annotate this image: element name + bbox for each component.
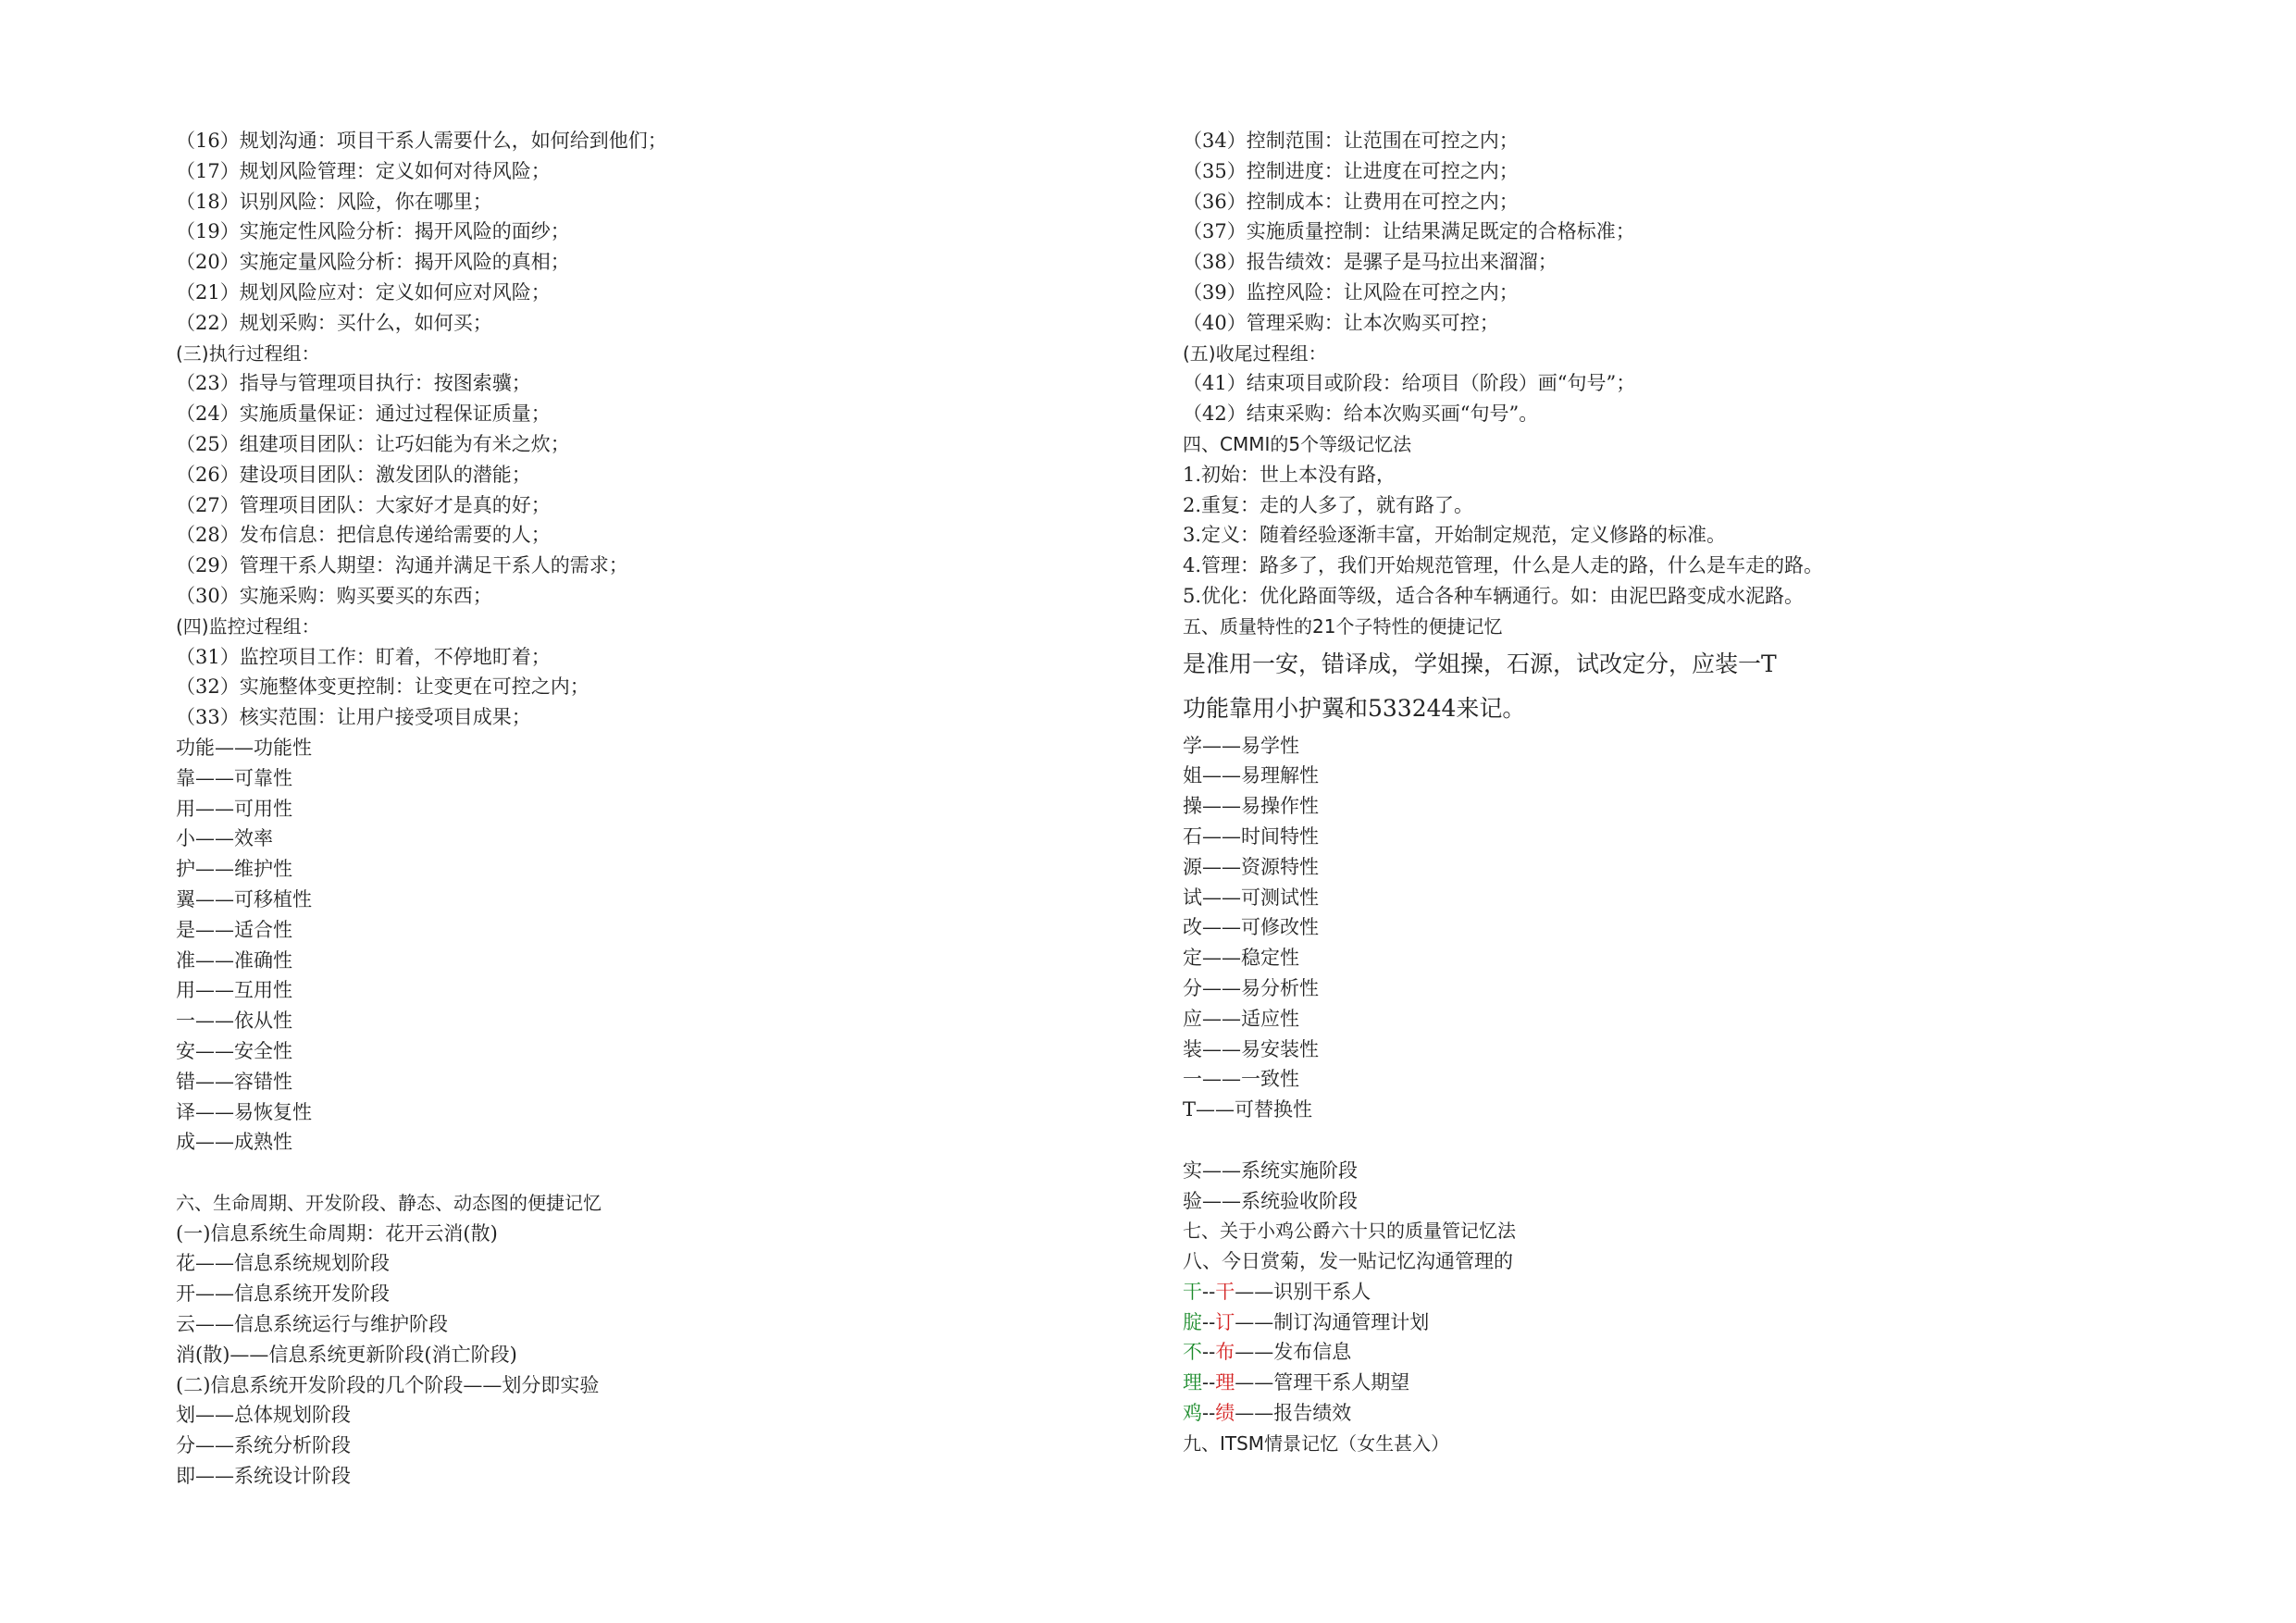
text-line: 5.优化：优化路面等级，适合各种车辆通行。如：由泥巴路变成水泥路。 — [1183, 584, 1805, 607]
text-line: （17）规划风险管理：定义如何对待风险； — [176, 159, 551, 182]
homophone-char: 理 — [1215, 1371, 1235, 1394]
text-line: 一——依从性 — [176, 1010, 292, 1033]
text-line: （18）识别风险：风险，你在哪里； — [176, 190, 492, 213]
separator: -- — [1202, 1341, 1216, 1364]
left-column — [176, 126, 1175, 1492]
text-line: 八、今日赏菊，发一贴记忆沟通管理的 — [1183, 1250, 1513, 1273]
itsm-heading: 九、ITSM情景记忆（女生甚入） — [1183, 1431, 1450, 1455]
text-line: （32）实施整体变更控制：让变更在可控之内； — [176, 675, 590, 699]
communication-item — [1183, 1368, 2182, 1398]
text-line: 装——易安装性 — [1183, 1037, 1319, 1060]
text-line: 定——稳定性 — [1183, 947, 1299, 970]
mnemonic-char: 鸡 — [1183, 1402, 1202, 1425]
text-line: 姐——易理解性 — [1183, 764, 1319, 787]
text-line: （25）组建项目团队：让巧妇能为有米之炊； — [176, 432, 570, 455]
mnemonic-char: 不 — [1183, 1341, 1202, 1364]
text-line: 验——系统验收阶段 — [1183, 1189, 1358, 1212]
text-line: （29）管理干系人期望：沟通并满足干系人的需求； — [176, 554, 628, 577]
right-bottom-list — [1183, 1156, 2182, 1277]
text-line: 靠——可靠性 — [176, 766, 292, 789]
text-line: 用——可用性 — [176, 797, 292, 820]
text-line: （21）规划风险应对：定义如何应对风险； — [176, 280, 551, 304]
text-line: 操——易操作性 — [1183, 795, 1319, 818]
mnemonic-char: 腚 — [1183, 1310, 1202, 1333]
text-line: （34）控制范围：让范围在可控之内； — [1183, 130, 1519, 152]
section-heading: 五、质量特性的21个子特性的便捷记忆 — [1183, 614, 1503, 638]
spacer — [1183, 1125, 2182, 1156]
separator: -- — [1202, 1371, 1216, 1394]
text-line: 护——维护性 — [176, 858, 292, 881]
text-line: 即——系统设计阶段 — [176, 1465, 351, 1488]
text-line: (一)信息系统生命周期：花开云消(散) — [176, 1221, 498, 1245]
text-line: 2.重复：走的人多了，就有路了。 — [1183, 493, 1474, 516]
left-top-list — [176, 126, 1175, 1158]
text-line: （22）规划采购：买什么，如何买； — [176, 311, 492, 334]
text-line: （33）核实范围：让用户接受项目成果； — [176, 706, 531, 729]
left-bottom-list — [176, 1188, 1175, 1492]
text-line: （36）控制成本：让费用在可控之内； — [1183, 190, 1519, 213]
right-top-list — [1183, 126, 2182, 1125]
text-line: 是——适合性 — [176, 918, 292, 941]
text-line: （23）指导与管理项目执行：按图索骥； — [176, 372, 531, 395]
text-line: （30）实施采购：购买要买的东西； — [176, 584, 492, 607]
text-line: 功能——功能性 — [176, 736, 312, 759]
text-line: 用——互用性 — [176, 979, 292, 1002]
section-heading: 六、生命周期、开发阶段、静态、动态图的便捷记忆 — [176, 1191, 602, 1214]
section-heading: 七、关于小鸡公爵六十只的质量管记忆法 — [1183, 1220, 1516, 1243]
mnemonic-char: 干 — [1183, 1280, 1202, 1303]
text-line: 试——可测试性 — [1183, 886, 1319, 909]
text-line: 安——安全性 — [176, 1039, 292, 1062]
text-line: （24）实施质量保证：通过过程保证质量； — [176, 403, 551, 426]
separator: -- — [1202, 1280, 1216, 1303]
communication-item — [1183, 1337, 2182, 1368]
section-heading: (四)监控过程组： — [176, 614, 320, 638]
text-line: 分——易分析性 — [1183, 976, 1319, 999]
text-line: 4.管理：路多了，我们开始规范管理，什么是人走的路，什么是车走的路。 — [1183, 554, 1824, 577]
text-line: （26）建设项目团队：激发团队的潜能； — [176, 463, 531, 486]
section-heading: (五)收尾过程组： — [1183, 341, 1327, 365]
text-line: （39）监控风险：让风险在可控之内； — [1183, 280, 1519, 304]
process-name: ——管理干系人期望 — [1235, 1371, 1410, 1394]
text-line: （41）结束项目或阶段：给项目（阶段）画“句号”； — [1183, 372, 1636, 395]
text-line: 分——系统分析阶段 — [176, 1434, 351, 1457]
text-line: （20）实施定量风险分析：揭开风险的真相； — [176, 251, 570, 274]
separator: -- — [1202, 1402, 1216, 1425]
text-line: T——可替换性 — [1183, 1098, 1313, 1121]
text-line: （42）结束采购：给本次购买画“句号”。 — [1183, 403, 1539, 426]
text-line: 一——一致性 — [1183, 1068, 1299, 1091]
homophone-char: 布 — [1215, 1341, 1235, 1364]
text-line: 应——适应性 — [1183, 1007, 1299, 1030]
process-name: ——制订沟通管理计划 — [1235, 1310, 1430, 1333]
text-line: （27）管理项目团队：大家好才是真的好； — [176, 493, 551, 516]
text-line: 划——总体规划阶段 — [176, 1404, 351, 1427]
homophone-char: 干 — [1215, 1280, 1235, 1303]
text-line: 石——时间特性 — [1183, 824, 1319, 848]
text-line: 译——易恢复性 — [176, 1100, 312, 1123]
text-line: （38）报告绩效：是骡子是马拉出来溜溜； — [1183, 251, 1558, 274]
section-heading: (三)执行过程组： — [176, 341, 320, 365]
text-line: 成——成熟性 — [176, 1131, 292, 1154]
text-line: （31）监控项目工作：盯着，不停地盯着； — [176, 645, 551, 668]
text-line: 小——效率 — [176, 827, 273, 850]
text-line: 1.初始：世上本没有路， — [1183, 463, 1396, 486]
text-line: （35）控制进度：让进度在可控之内； — [1183, 159, 1519, 182]
text-line: 开——信息系统开发阶段 — [176, 1282, 390, 1306]
text-line: 错——容错性 — [176, 1070, 292, 1093]
text-line: 花——信息系统规划阶段 — [176, 1252, 390, 1275]
text-line: 实——系统实施阶段 — [1183, 1158, 1358, 1182]
process-name: ——发布信息 — [1235, 1341, 1352, 1364]
text-line: （16）规划沟通：项目干系人需要什么，如何给到他们； — [176, 130, 667, 152]
text-line: 源——资源特性 — [1183, 855, 1319, 878]
separator: -- — [1202, 1310, 1216, 1333]
homophone-char: 订 — [1215, 1310, 1235, 1333]
process-name: ——识别干系人 — [1235, 1280, 1371, 1303]
communication-item — [1183, 1307, 2182, 1338]
text-line: (二)信息系统开发阶段的几个阶段——划分即实验 — [176, 1373, 600, 1396]
text-line: （40）管理采购：让本次购买可控； — [1183, 311, 1499, 334]
section-heading: 四、CMMI的5个等级记忆法 — [1183, 432, 1412, 455]
communication-mnemonic-list — [1183, 1277, 2182, 1429]
text-line: （37）实施质量控制：让结果满足既定的合格标准； — [1183, 220, 1635, 243]
text-line: 云——信息系统运行与维护阶段 — [176, 1313, 448, 1336]
text-line: （19）实施定性风险分析：揭开风险的面纱； — [176, 220, 570, 243]
right-column — [1183, 126, 2182, 1459]
text-line: 改——可修改性 — [1183, 916, 1319, 939]
communication-item — [1183, 1277, 2182, 1307]
mnemonic-phrase: 是准用一安，错译成，学姐操，石源，试改定分，应装一T — [1183, 650, 1777, 677]
text-line: （28）发布信息：把信息传递给需要的人； — [176, 524, 551, 547]
communication-item — [1183, 1398, 2182, 1429]
mnemonic-phrase: 功能靠用小护翼和533244来记。 — [1183, 694, 1526, 722]
text-line: 消(散)——信息系统更新阶段(消亡阶段) — [176, 1343, 517, 1366]
text-line: 3.定义：随着经验逐渐丰富，开始制定规范，定义修路的标准。 — [1183, 524, 1727, 547]
text-line: 准——准确性 — [176, 948, 292, 972]
text-line: 学——易学性 — [1183, 734, 1299, 757]
text-line: 翼——可移植性 — [176, 887, 312, 911]
homophone-char: 绩 — [1215, 1402, 1235, 1425]
process-name: ——报告绩效 — [1235, 1402, 1352, 1425]
mnemonic-char: 理 — [1183, 1371, 1202, 1394]
spacer — [176, 1158, 1175, 1188]
